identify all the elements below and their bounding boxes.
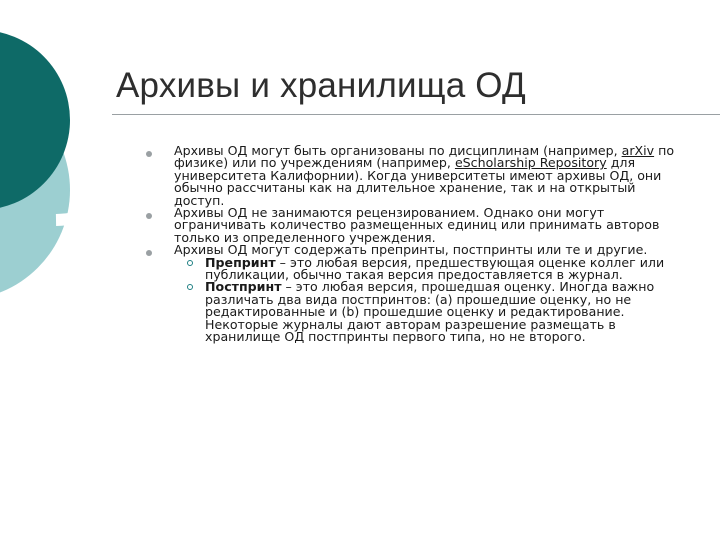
bullet-1-text-mid: по физике) или по учреждениям (например, (174, 143, 675, 171)
title-divider (112, 114, 720, 115)
bullet-item-2 (146, 207, 686, 244)
ring-bullet-icon (187, 284, 193, 290)
bullet-2-text: Архивы ОД не занимаются рецензированием. Однако они могут ограничивать количество размещенных единиц или принимать авторов только из определенного учреждения. (174, 205, 660, 245)
preprint-term: Препринт (205, 254, 276, 270)
postprint-definition: – это любая версия, прошедшая оценку. Иногда важно различать два вида постпринтов: (a) прошедшие оценку, но не редактированные и (b) прошедшие оценку и редактирование. Некоторые журналы дают авторам разрешение размещать в хранилище ОД постпринты первого типа, но не второго. (205, 279, 655, 345)
corner-decoration (0, 0, 120, 300)
ring-bullet-icon (187, 260, 193, 266)
arxiv-link[interactable]: arXiv (621, 143, 655, 158)
sub-bullet-item-2 (146, 281, 686, 343)
slide-body (146, 145, 686, 344)
sub-bullet-item-1 (146, 254, 686, 283)
preprint-definition: – это любая версия, предшествующая оценке коллег или публикации, обычно такая версия предоставляется в журнал. (205, 254, 665, 283)
bullet-dot-icon (146, 250, 152, 256)
bullet-1-text-start: Архивы ОД могут быть организованы по дисциплинам (например, (174, 143, 622, 158)
bullet-dot-icon (146, 151, 152, 157)
teal-circles-graphic (0, 0, 120, 300)
escholarship-link[interactable]: eScholarship Repository (454, 155, 607, 171)
bullet-3-text: Архивы ОД могут содержать препринты, постпринты или те и другие. (174, 242, 648, 258)
postprint-term: Постпринт (205, 279, 282, 295)
bullet-item-1 (146, 145, 686, 207)
bullet-1-text-end: для университета Калифорнии). Когда университеты имеют архивы ОД, они обычно рассчитаны как на длительное хранение, так и на открытый доступ. (174, 155, 662, 208)
bullet-dot-icon (146, 213, 152, 219)
slide-title: Архивы и хранилища ОД (116, 66, 526, 105)
